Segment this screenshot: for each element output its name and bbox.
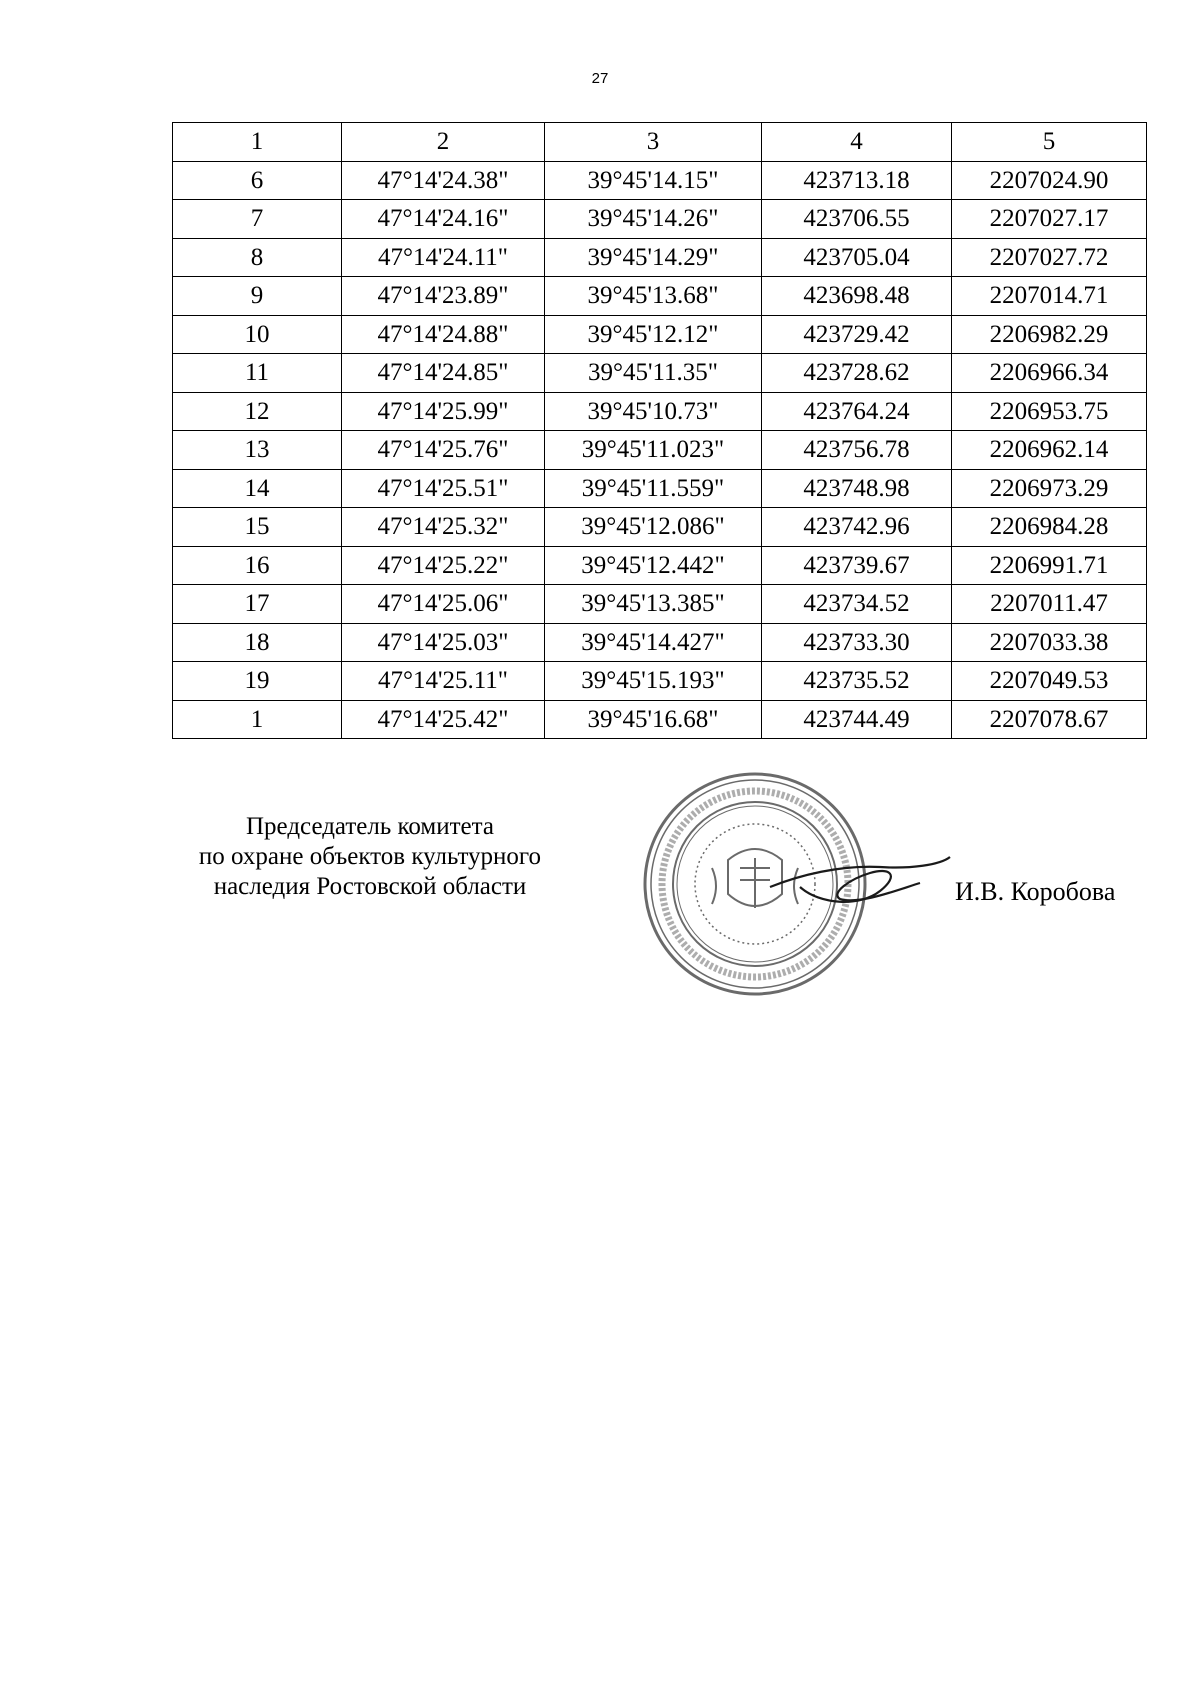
table-row: [173, 354, 1147, 393]
table-cell: 2206966.34: [952, 354, 1147, 393]
table-row: [173, 508, 1147, 547]
table-cell: 423698.48: [762, 277, 952, 316]
table-header-cell: 3: [545, 123, 762, 162]
table-header-row: [173, 123, 1147, 162]
table-cell: 39°45'12.442": [545, 546, 762, 585]
table-cell: 39°45'14.29": [545, 238, 762, 277]
table-cell: 2206982.29: [952, 315, 1147, 354]
signatory-title-line: по охране объектов культурного: [198, 843, 542, 870]
table-cell: 423706.55: [762, 200, 952, 239]
table-row: [173, 585, 1147, 624]
table-cell: 13: [173, 431, 342, 470]
table-cell: 8: [173, 238, 342, 277]
table-cell: 12: [173, 392, 342, 431]
table-cell: 2207027.17: [952, 200, 1147, 239]
page-number: 27: [591, 70, 609, 87]
table-cell: 18: [173, 623, 342, 662]
table-cell: 9: [173, 277, 342, 316]
table-row: [173, 431, 1147, 470]
table-cell: 47°14'24.16": [342, 200, 545, 239]
handwritten-signature-icon: [760, 845, 960, 925]
table-cell: 2207014.71: [952, 277, 1147, 316]
table-cell: 11: [173, 354, 342, 393]
signatory-title-line: наследия Ростовской области: [213, 873, 527, 900]
table-cell: 17: [173, 585, 342, 624]
table-cell: 47°14'25.42": [342, 700, 545, 739]
table-cell: 423764.24: [762, 392, 952, 431]
table-cell: 2206953.75: [952, 392, 1147, 431]
table-row: [173, 161, 1147, 200]
table-cell: 423705.04: [762, 238, 952, 277]
table-cell: 39°45'11.35": [545, 354, 762, 393]
table-cell: 39°45'16.68": [545, 700, 762, 739]
table-cell: 47°14'25.06": [342, 585, 545, 624]
table-cell: 6: [173, 161, 342, 200]
table-cell: 47°14'25.99": [342, 392, 545, 431]
table-cell: 39°45'11.023": [545, 431, 762, 470]
table-cell: 39°45'13.68": [545, 277, 762, 316]
table-header-cell: 5: [952, 123, 1147, 162]
table-cell: 2207033.38: [952, 623, 1147, 662]
table-cell: 423713.18: [762, 161, 952, 200]
table-cell: 14: [173, 469, 342, 508]
table-cell: 47°14'25.11": [342, 662, 545, 701]
table-cell: 2207049.53: [952, 662, 1147, 701]
table-cell: 2207078.67: [952, 700, 1147, 739]
table-row: [173, 662, 1147, 701]
table-cell: 47°14'24.85": [342, 354, 545, 393]
table-cell: 423734.52: [762, 585, 952, 624]
table-cell: 39°45'11.559": [545, 469, 762, 508]
table-cell: 47°14'25.22": [342, 546, 545, 585]
table-row: [173, 623, 1147, 662]
table-cell: 423733.30: [762, 623, 952, 662]
table-row: [173, 238, 1147, 277]
table-cell: 47°14'23.89": [342, 277, 545, 316]
table-cell: 47°14'25.51": [342, 469, 545, 508]
table-cell: 39°45'13.385": [545, 585, 762, 624]
table-cell: 39°45'14.15": [545, 161, 762, 200]
table-cell: 423756.78: [762, 431, 952, 470]
table-header-cell: 4: [762, 123, 952, 162]
table-cell: 2206984.28: [952, 508, 1147, 547]
table-cell: 10: [173, 315, 342, 354]
coordinates-table: [172, 122, 1147, 739]
table-header-cell: 2: [342, 123, 545, 162]
table-cell: 423742.96: [762, 508, 952, 547]
coordinates-table-body: [173, 123, 1147, 739]
table-row: [173, 200, 1147, 239]
table-cell: 39°45'15.193": [545, 662, 762, 701]
table-cell: 19: [173, 662, 342, 701]
table-cell: 16: [173, 546, 342, 585]
table-cell: 2206973.29: [952, 469, 1147, 508]
table-row: [173, 392, 1147, 431]
table-cell: 39°45'12.086": [545, 508, 762, 547]
table-cell: 47°14'25.76": [342, 431, 545, 470]
table-cell: 15: [173, 508, 342, 547]
table-cell: 2207011.47: [952, 585, 1147, 624]
table-cell: 423739.67: [762, 546, 952, 585]
table-cell: 47°14'24.88": [342, 315, 545, 354]
table-cell: 39°45'14.26": [545, 200, 762, 239]
table-row: [173, 546, 1147, 585]
table-row: [173, 315, 1147, 354]
table-cell: 39°45'10.73": [545, 392, 762, 431]
table-cell: 2206991.71: [952, 546, 1147, 585]
table-cell: 7: [173, 200, 342, 239]
table-cell: 39°45'14.427": [545, 623, 762, 662]
table-cell: 2207024.90: [952, 161, 1147, 200]
table-cell: 47°14'25.32": [342, 508, 545, 547]
table-cell: 47°14'24.11": [342, 238, 545, 277]
table-cell: 47°14'24.38": [342, 161, 545, 200]
table-cell: 423748.98: [762, 469, 952, 508]
table-cell: 47°14'25.03": [342, 623, 545, 662]
table-cell: 1: [173, 700, 342, 739]
table-header-cell: 1: [173, 123, 342, 162]
signatory-title: [160, 812, 580, 902]
table-cell: 423729.42: [762, 315, 952, 354]
table-cell: 423735.52: [762, 662, 952, 701]
table-cell: 423728.62: [762, 354, 952, 393]
table-cell: 2206962.14: [952, 431, 1147, 470]
table-cell: 39°45'12.12": [545, 315, 762, 354]
table-cell: 2207027.72: [952, 238, 1147, 277]
table-row: [173, 277, 1147, 316]
signatory-title-line: Председатель комитета: [246, 813, 494, 840]
table-cell: 423744.49: [762, 700, 952, 739]
table-row: [173, 469, 1147, 508]
table-row: [173, 700, 1147, 739]
signatory-name: И.В. Коробова: [955, 877, 1116, 906]
